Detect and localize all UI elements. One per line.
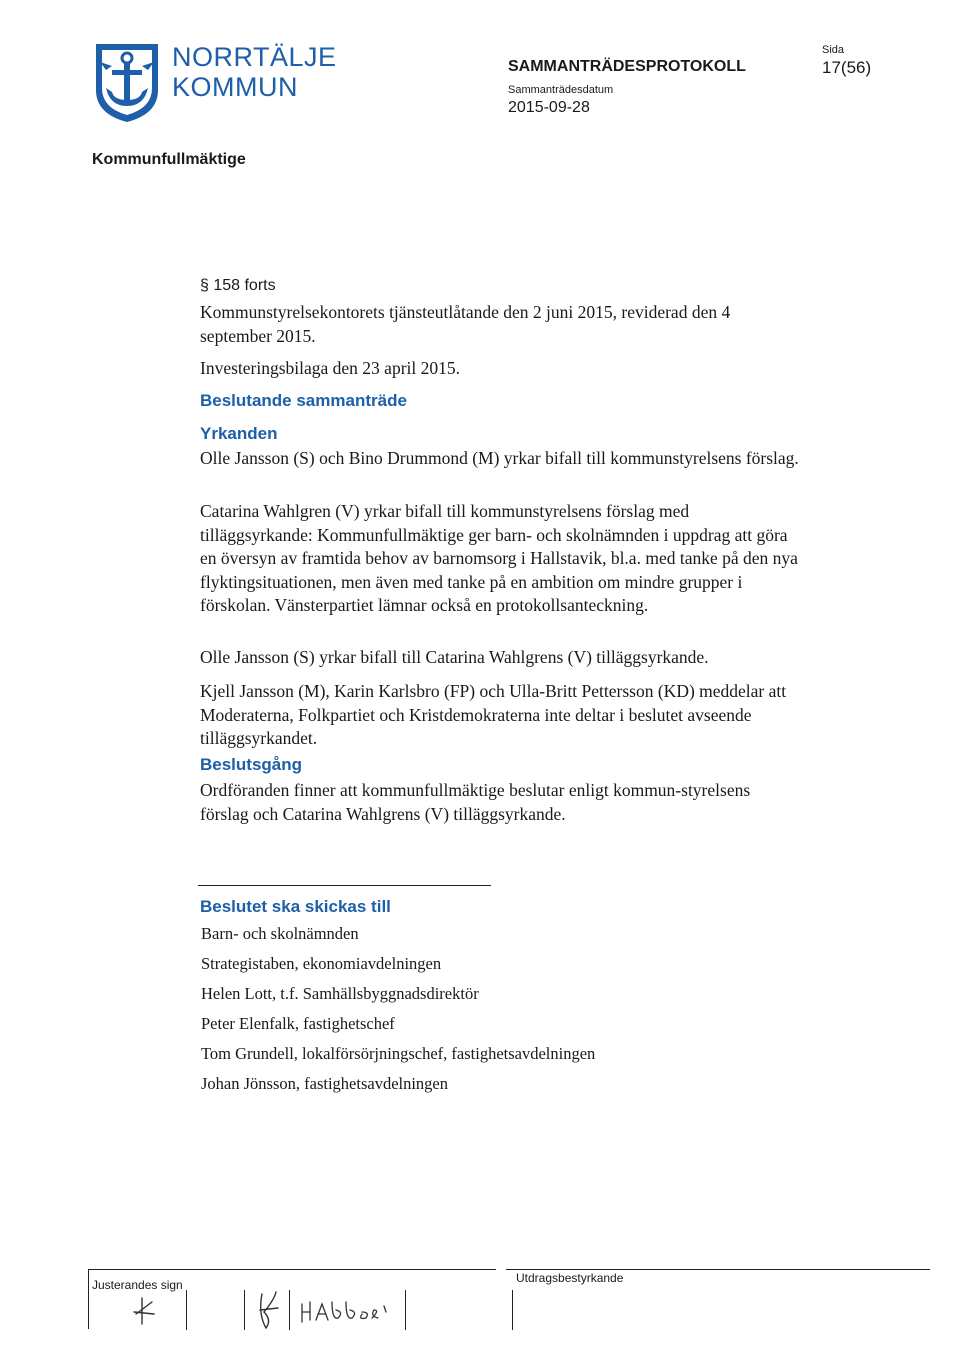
- procedure-paragraph: Ordföranden finner att kommunfullmäktige beslutar enligt kommun-styrelsens förslag och Catarina Wahlgrens (V) tilläggsyrkande.: [200, 780, 751, 824]
- recipient-item: Helen Lott, t.f. Samhällsbyggnadsdirektör: [201, 984, 479, 1003]
- sign-separator: [289, 1290, 290, 1330]
- motion-paragraph: Catarina Wahlgren (V) yrkar bifall till kommunstyrelsens förslag med tilläggsyrkande: Kommunfullmäktige ger barn- och skolnämnden i uppdrag att göra en översyn av framtida behov av barnomsorg i Hallstavik, bl.a. med tanke på den nya flyktingsituationen, men även med tanke på en ambition om mindre grupper i förskolan. Vänsterpartiet lämnar också en protokollsanteckning.: [200, 501, 798, 615]
- handwritten-initials-1: [128, 1292, 158, 1328]
- sign-separator: [186, 1290, 187, 1330]
- body-name: Kommunfullmäktige: [92, 151, 246, 168]
- section-reference: § 158 forts: [200, 277, 276, 294]
- meeting-date-label: Sammanträdesdatum: [508, 84, 614, 96]
- municipality-logo-seal: [92, 40, 162, 124]
- document-type: SAMMANTRÄDESPROTOKOLL: [508, 58, 746, 75]
- handwritten-signature: [298, 1296, 398, 1326]
- page-number: 17(56): [822, 58, 872, 77]
- recipient-item: Barn- och skolnämnden: [201, 924, 359, 943]
- heading-motions: Yrkanden: [200, 424, 278, 443]
- motion-paragraph: Olle Jansson (S) och Bino Drummond (M) yrkar bifall till kommunstyrelsens förslag.: [200, 448, 799, 468]
- footer-rule-right: [506, 1269, 930, 1270]
- heading-meeting: Beslutande sammanträde: [200, 391, 407, 410]
- intro-paragraph: Kommunstyrelsekontorets tjänsteutlåtande den 2 juni 2015, reviderad den 4 september 2015.: [200, 302, 731, 346]
- meeting-date-value: 2015-09-28: [508, 99, 590, 116]
- footer-box-edge: [88, 1269, 89, 1329]
- recipient-item: Peter Elenfalk, fastighetschef: [201, 1014, 395, 1033]
- handwritten-initials-2: [252, 1290, 282, 1334]
- heading-distribution: Beslutet ska skickas till: [200, 897, 391, 916]
- sign-separator: [405, 1290, 406, 1330]
- recipient-item: Johan Jönsson, fastighetsavdelningen: [201, 1074, 449, 1093]
- adjuster-sign-label: Justerandes sign: [92, 1278, 183, 1292]
- motion-paragraph: Olle Jansson (S) yrkar bifall till Catarina Wahlgrens (V) tilläggsyrkande.: [200, 647, 709, 667]
- logo-name-line1: NORRTÄLJE: [172, 42, 337, 72]
- recipient-item: Strategistaben, ekonomiavdelningen: [201, 954, 442, 973]
- footer-rule-left: [88, 1269, 496, 1270]
- extract-certification-label: Utdragsbestyrkande: [516, 1271, 624, 1285]
- recipient-item: Tom Grundell, lokalförsörjningschef, fastighetsavdelningen: [201, 1044, 596, 1063]
- sign-separator: [512, 1290, 513, 1330]
- intro-paragraph: Investeringsbilaga den 23 april 2015.: [200, 358, 461, 378]
- heading-procedure: Beslutsgång: [200, 755, 303, 774]
- divider: [198, 885, 491, 886]
- sign-separator: [244, 1290, 245, 1330]
- page-label: Sida: [822, 44, 845, 56]
- motion-paragraph: Kjell Jansson (M), Karin Karlsbro (FP) och Ulla-Britt Pettersson (KD) meddelar att Moderaterna, Folkpartiet och Kristdemokraterna inte deltar i beslutet avseende tilläggsyrkandet.: [200, 681, 787, 748]
- logo-name-line2: KOMMUN: [172, 72, 298, 102]
